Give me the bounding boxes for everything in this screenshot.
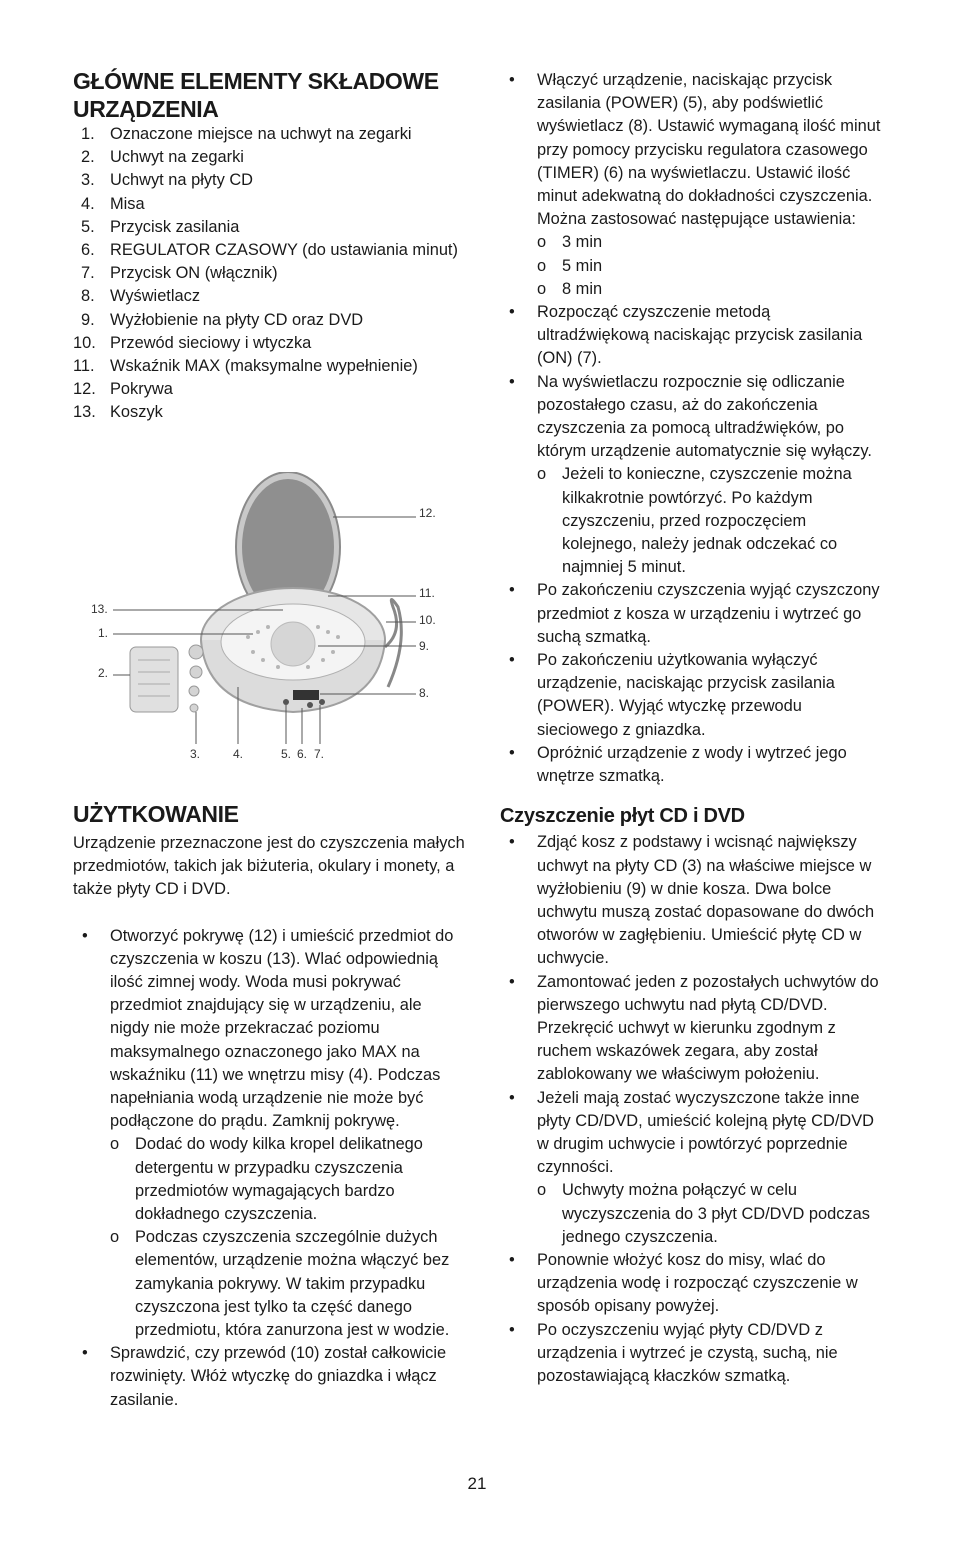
list-item: • Zamontować jeden z pozostałych uchwytów do pierwszego uchwytu nad płytą CD/DVD. Przekręcić uchwyt w kierunku zgodnym z ruchem wskazówek zegara, aby został zablokowany we właściwym położeniu. xyxy=(500,971,885,1087)
usage-intro: Urządzenie przeznaczone jest do czyszczenia małych przedmiotów, takich jak biżuteria, okulary i monety, a także płyty CD i DVD. xyxy=(73,834,465,899)
list-item: 10. Przewód sieciowy i wtyczka xyxy=(73,333,312,352)
list-item: • Po zakończeniu czyszczenia wyjąć czyszczony przedmiot z kosza w urządzeniu i wytrzeć go suchą szmatką. xyxy=(500,579,885,649)
right-column xyxy=(500,69,885,1388)
option-item: o 8 min xyxy=(537,278,885,301)
sub-item: o Jeżeli to konieczne, czyszczenie można kilkakrotnie powtórzyć. Po każdym czyszczeniu, przed rozpoczęciem kolejnego, należy jednak odczekać co najmniej 5 minut. xyxy=(537,463,885,579)
label-13: 13. xyxy=(91,602,108,616)
usage-section xyxy=(73,800,465,1412)
timer-button-shape xyxy=(307,702,313,708)
label-4: 4. xyxy=(233,747,244,761)
list-item: 2. Uchwyt na zegarki xyxy=(81,148,244,167)
list-item: • Na wyświetlaczu rozpocznie się odliczanie pozostałego czasu, aż do zakończenia czyszczenia za pomocą ultradźwięków, po którym urządzenie automatycznie się wyłączy. o Jeżeli to konieczne, czyszczenie można kilkakrotnie powtórzyć. Po każdym czyszczeniu, przed rozpoczęciem kolejnego, należy jednak odczekać co najmniej 5 minut. xyxy=(500,371,885,580)
cd-holders-shape xyxy=(189,645,203,712)
label-11: 11. xyxy=(419,586,435,600)
list-item: 7. Przycisk ON (włącznik) xyxy=(81,264,278,283)
cable-shape xyxy=(385,600,401,688)
left-column xyxy=(73,0,465,425)
label-8: 8. xyxy=(419,686,430,700)
cd-slot xyxy=(271,622,315,666)
list-item: 9. Wyżłobienie na płyty CD oraz DVD xyxy=(81,310,364,329)
device-diagram xyxy=(88,472,448,767)
option-item: o 3 min xyxy=(537,231,885,254)
list-item: 13. Koszyk xyxy=(73,403,163,422)
list-item: 8. Wyświetlacz xyxy=(81,287,201,306)
label-12: 12. xyxy=(419,506,436,520)
list-item: • Po zakończeniu użytkowania wyłączyć urządzenie, naciskając przycisk zasilania (POWER). Wyjąć wtyczkę przewodu sieciowego z gniazdka. xyxy=(500,649,885,742)
sub-item: o Uchwyty można połączyć w celu wyczyszczenia do 3 płyt CD/DVD podczas jednego czyszczenia. xyxy=(537,1179,885,1249)
label-10: 10. xyxy=(419,613,436,627)
list-item: • Włączyć urządzenie, naciskając przycisk zasilania (POWER) (5), aby podświetlić wyświetlacz (8). Ustawić wymaganą ilość minut przy pomocy przycisku regulatora czasowego (TIMER) (6) na wyświetlaczu. Ustawić ilość minut adekwatną do dokładności czyszczenia. Można zastosować następujące ustawienia: o 3 min o 5 min o 8 min xyxy=(500,69,885,301)
list-item: 1. Oznaczone miejsce na uchwyt na zegarki xyxy=(81,125,412,143)
operation-steps xyxy=(500,69,885,788)
list-item: 5. Przycisk zasilania xyxy=(81,217,240,236)
option-item: o 5 min xyxy=(537,255,885,278)
label-9: 9. xyxy=(419,639,430,653)
list-item: 11. Wskaźnik MAX (maksymalne wypełnienie) xyxy=(73,357,418,376)
label-7: 7. xyxy=(314,747,325,761)
watch-holder-shape xyxy=(130,647,178,712)
list-item: • Otworzyć pokrywę (12) i umieścić przedmiot do czyszczenia w koszu (13). Wlać odpowiednią ilość zimnej wody. Woda musi pokrywać przedmiot znajdujący się w urządzeniu, ale nigdy nie może przekraczać poziomu maksymalnego oznaczonego jako MAX na wskaźniku (11) we wnętrzu misy (4). Podczas napełniania wodą urządzenie nie może być podłączone do prądu. Zamknij pokrywę. o Dodać do wody kilka kropel delikatnego detergentu w przypadku czyszczenia przedmiotów wymagających bardzo dokładnego czyszczenia. o Podczas czyszczenia szczególnie dużych elementów, urządzenie można włączyć bez zamykania pokrywy. W takim przypadku czyszczona jest tylko ta część danego przedmiotu, która zanurzona jest w wodzie. xyxy=(73,925,465,1343)
device-illustration xyxy=(88,472,448,767)
label-1: 1. xyxy=(98,626,109,640)
list-item: • Jeżeli mają zostać wyczyszczone także inne płyty CD/DVD, umieścić kolejną płytę CD/DVD w drugim uchwycie i powtórzyć poprzednie czynności. o Uchwyty można połączyć w celu wyczyszczenia do 3 płyt CD/DVD podczas jednego czyszczenia. xyxy=(500,1087,885,1249)
list-item: • Opróżnić urządzenie z wody i wytrzeć jego wnętrze szmatką. xyxy=(500,742,885,788)
page-number: 21 xyxy=(467,1474,487,1493)
sub-item: o Podczas czyszczenia szczególnie dużych elementów, urządzenie można włączyć bez zamykania pokrywy. W takim przypadku czyszczona jest tylko ta część danego przedmiotu, która zanurzona jest w wodzie. xyxy=(110,1226,465,1342)
display-panel xyxy=(293,690,319,700)
list-item: • Zdjąć kosz z podstawy i wcisnąć największy uchwyt na płyty CD (3) na właściwe miejsce w wyżłobieniu (9) w dnie kosza. Dwa bolce uchwytu muszą zostać dopasowane do dwóch otworów w zagłębieniu. Umieścić płytę CD w uchwycie. xyxy=(500,831,885,970)
section-title-cd-cleaning: Czyszczenie płyt CD i DVD xyxy=(500,805,745,828)
power-button-shape xyxy=(283,699,289,705)
list-item: 4. Misa xyxy=(81,194,145,213)
list-item: • Rozpocząć czyszczenie metodą ultradźwiękową naciskając przycisk zasilania (ON) (7). xyxy=(500,301,885,371)
cd-cleaning-steps xyxy=(500,831,885,1388)
list-item: 3. Uchwyt na płyty CD xyxy=(81,171,254,190)
list-item: • Ponownie włożyć kosz do misy, wlać do urządzenia wodę i rozpocząć czyszczenie w sposób opisany powyżej. xyxy=(500,1249,885,1319)
label-5: 5. xyxy=(281,747,292,761)
list-item: • Po oczyszczeniu wyjąć płyty CD/DVD z urządzenia i wytrzeć je czystą, suchą, nie pozostawiającą kłaczków szmatką. xyxy=(500,1319,885,1389)
label-3: 3. xyxy=(190,747,201,761)
usage-steps xyxy=(73,925,465,1412)
label-6: 6. xyxy=(297,747,308,761)
parts-list xyxy=(73,123,465,425)
section-title-main-parts: GŁÓWNE ELEMENTY SKŁADOWE URZĄDZENIA xyxy=(73,68,439,122)
sub-item: o Dodać do wody kilka kropel delikatnego detergentu w przypadku czyszczenia przedmiotów wymagających bardzo dokładnego czyszczenia. xyxy=(110,1133,465,1226)
on-button-shape xyxy=(319,699,325,705)
list-item: 6. REGULATOR CZASOWY (do ustawiania minut) xyxy=(81,241,458,260)
list-item: 12. Pokrywa xyxy=(73,380,173,399)
label-2: 2. xyxy=(98,666,109,680)
list-item: • Sprawdzić, czy przewód (10) został całkowicie rozwinięty. Włóż wtyczkę do gniazdka i włącz zasilanie. xyxy=(73,1342,465,1412)
section-title-usage: UŻYTKOWANIE xyxy=(73,801,239,827)
